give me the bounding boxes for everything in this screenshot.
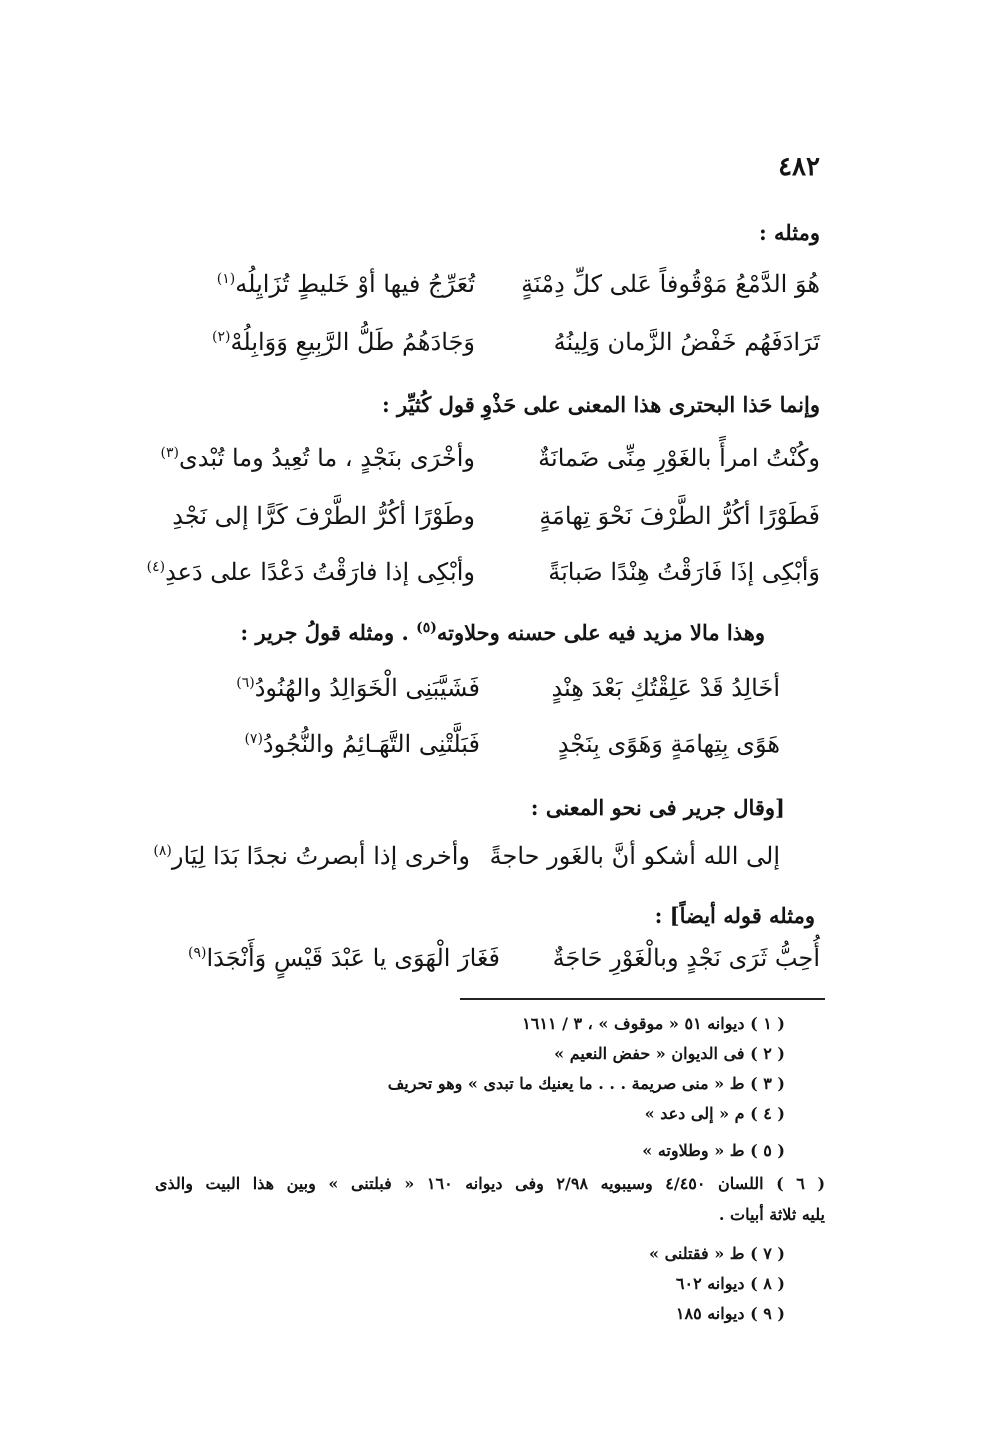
footnote-marker: (١): [216, 271, 236, 287]
verse-second-hemistich: فَغَارَ الْهَوَى يا عَبْدَ قَيْسٍ وَأَنْجَدَا$^{(٩)}$: [188, 944, 500, 972]
intro-line: ومثله :: [758, 220, 820, 245]
footnote-marker: (٩): [188, 945, 207, 961]
verse-line: [145, 502, 820, 550]
footnote-marker: (٣): [160, 445, 180, 461]
verse-second-hemistich: فَبَلَّتْنِى التَّهَـائِمُ والنُّجُودُ$^{(٧)}$: [244, 730, 480, 758]
verse-first-hemistich: وَأبْكِى إذَا فَارَقْتُ هِنْدًا صَبابَةً: [548, 558, 820, 586]
prose-line: وهذا مالا مزيد فيه على حسنه وحلاوته$^{(٥)}$ . ومثله قولُ جرير :: [240, 620, 765, 645]
verse-first-hemistich: هُوَ الدَّمْعُ مَوْقُوفاً عَلى كلِّ دِمْنَةٍ: [521, 270, 820, 298]
verse-line: [153, 842, 780, 890]
footnote: ( ٢ ) فى الديوان « حفض النعيم »: [554, 1044, 785, 1063]
verse-second-hemistich: وطَوْرًا أكُرُّ الطَّرْفَ كَرًّا إلى نَجْدِ: [172, 502, 475, 530]
verse-first-hemistich: تَرَادَفَهُم خَفْضُ الزَّمان وَلِينُهُ: [553, 328, 820, 356]
footnote-marker: (٦): [236, 675, 255, 691]
verse-first-hemistich: وكُنْتُ امرأً بالغَوْرِ مِنِّى ضَمانَةٌ: [538, 444, 820, 472]
footnote-marker: (٤): [146, 559, 166, 575]
prose-line: [وقال جرير فى نحو المعنى :: [530, 795, 785, 820]
verse-line: [180, 944, 820, 992]
verse-line: [145, 444, 820, 492]
footnote: ( ٨ ) ديوانه ٦٠٢: [675, 1274, 785, 1293]
verse-first-hemistich: أخَالِدُ قَدْ عَلِقْتُكِ بَعْدَ هِنْدٍ: [551, 674, 780, 702]
footnote: ( ٦ ) اللسان ٤/٤٥٠ وسيبويه ٢/٩٨ وفى ديوانه ١٦٠ « فبلتنى » وبين هذا البيت والذى: [155, 1174, 826, 1193]
verse-line: [180, 730, 780, 778]
footnote-continuation: يليه ثلاثة أبيات .: [718, 1205, 825, 1224]
footnote: ( ٧ ) ط « فقتلنى »: [649, 1244, 785, 1263]
footnote: ( ١ ) ديوانه ٥١ « موقوف » ، ٣ / ١٦١١: [522, 1014, 785, 1033]
page-number: ٤٨٢: [778, 152, 820, 182]
footnote-marker: (٢): [212, 329, 231, 345]
verse-first-hemistich: هَوًى بِتِهامَةٍ وَهَوًى بِنَجْدٍ: [557, 730, 780, 758]
verse-line: [145, 328, 820, 376]
verse-second-hemistich: وأخْرَى بنَجْدٍ ، ما تُعِيدُ وما تُبْدى$^{(٣)}$: [160, 444, 475, 472]
footnote-marker: (٧): [244, 731, 263, 747]
verse-second-hemistich: فَشَيَّبَنِى الْخَوَالِدُ والهُنُودُ$^{(٦)}$: [236, 674, 480, 702]
footnote: ( ٥ ) ط « وطلاوته »: [642, 1141, 785, 1160]
footnote: ( ٤ ) م « إلى دعد »: [644, 1104, 785, 1123]
verse-line: [145, 270, 820, 318]
verse-second-hemistich: تُعَرِّجُ فيها أوْ خَليطٍ تُزَايِلُه$^{(١)}$: [216, 270, 475, 298]
verse-first-hemistich: فَطَوْرًا أكُرُّ الطَّرْفَ نَحْوَ تِهامَةٍ: [539, 502, 820, 530]
prose-line: وإنما حَذا البحترى هذا المعنى على حَذْوِ قول كُثيِّر :: [381, 392, 820, 417]
footnote-divider: [460, 998, 825, 1000]
verse-first-hemistich: أُحِبُّ ثَرَى نَجْدٍ وبالْغَوْرِ حَاجَةٌ: [552, 944, 820, 972]
verse-line: [145, 558, 820, 606]
verse-line: [180, 674, 780, 722]
prose-line: ومثله قوله أيضاً] :: [654, 903, 815, 928]
verse-second-hemistich: وأخرى إذا أبصرتُ نجدًا بَدَا لِيَار$^{(٨)}$: [153, 842, 470, 870]
verse-first-hemistich: إلى الله أشكو أنَّ بالغَور حاجةً: [489, 842, 780, 870]
footnote-marker: (٨): [153, 843, 172, 859]
verse-second-hemistich: وأبْكِى إذا فارَقْتُ دَعْدًا على دَعدِ$^{(٤)}$: [146, 558, 475, 586]
footnote: ( ٩ ) ديوانه ١٨٥: [675, 1304, 785, 1323]
footnote: ( ٣ ) ط « منى صريمة . . . ما يعنيك ما تبدى » وهو تحريف: [387, 1074, 785, 1093]
verse-second-hemistich: وَجَادَهُمُ طَلُّ الرَّبِيعِ وَوَابِلُهْ$^{(٢)}$: [212, 328, 475, 356]
footnote-marker: (٥): [416, 620, 437, 636]
